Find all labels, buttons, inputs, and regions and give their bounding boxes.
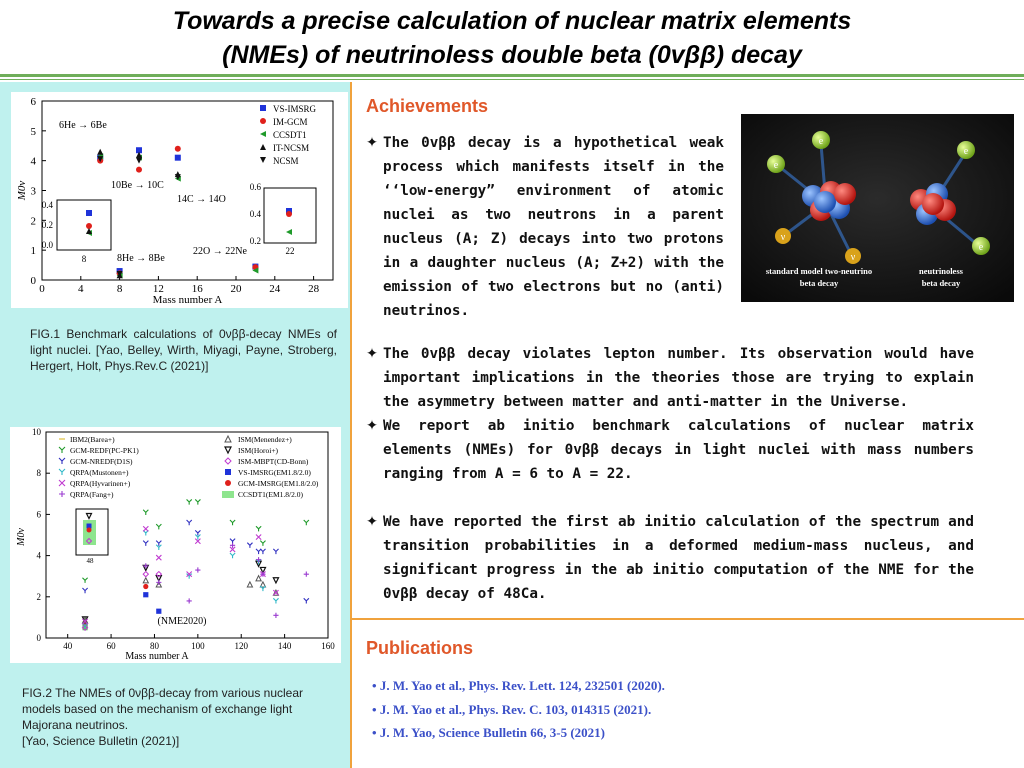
legend-marker <box>225 469 231 475</box>
data-point-gcm-imsrg-em1-8-2-0- <box>143 584 148 589</box>
legend-label: VS-IMSRG(EM1.8/2.0) <box>238 468 311 477</box>
legend-marker <box>260 118 266 124</box>
data-point-qrpa-mustonen- <box>273 598 278 603</box>
achievement-bullet-2 <box>366 342 974 414</box>
legend-label: ISM(Menendez+) <box>238 435 292 444</box>
achievement-text-2: The 0vββ decay violates lepton number. Its observation would have important implications in the theories those are trying to explain the asymmetry between matter and anti-matter in the Universe. <box>383 346 974 410</box>
legend-label: ISM(Horoi+) <box>238 446 279 455</box>
x-tick-label: 12 <box>152 283 164 295</box>
x-tick-label: 120 <box>234 641 248 651</box>
legend-marker <box>59 469 65 475</box>
inset-left-y-tick: 0.4 <box>41 200 53 210</box>
y-axis-label: M0ν <box>16 528 27 546</box>
legend-marker <box>260 157 266 163</box>
legend-label: QRPA(Fang+) <box>70 490 114 499</box>
y-tick-label: 10 <box>32 427 41 437</box>
data-point-ism-horoi- <box>273 578 278 583</box>
reaction-annotation: 8He → 8Be <box>117 253 165 264</box>
data-point-gcm-nredf-d1s- <box>273 549 278 554</box>
y-tick-label: 6 <box>36 509 41 520</box>
label-neutrinoless: neutrinoless <box>919 266 963 276</box>
inset-left-y-tick: 0.2 <box>41 220 53 230</box>
x-tick-label: 20 <box>230 283 242 295</box>
achievement-text-4: We have reported the first ab initio calculation of the spectrum and transition probabilities in a deformed medium-mass nucleus, and significant progress in the ab initio computation of the NME for the 0vββ decay of 48Ca. <box>383 514 974 602</box>
data-point-qrpa-fang- <box>187 598 192 603</box>
svg-text:e: e <box>818 136 824 147</box>
publication-item[interactable]: • J. M. Yao et al., Phys. Rev. C. 103, 014315 (2021). <box>372 702 652 717</box>
legend-label: QRPA(Mustonen+) <box>70 468 129 477</box>
data-point-gcm-nredf-d1s- <box>82 588 87 593</box>
svg-text:e: e <box>963 146 969 157</box>
data-point-gcm-redf-pc-pk1- <box>304 520 309 525</box>
inset-x-tick: 48 <box>86 557 94 565</box>
legend-marker <box>225 480 231 486</box>
publication-text: J. M. Yao et al., Phys. Rev. C. 103, 014315 (2021). <box>379 702 652 717</box>
figure-1-caption: FIG.1 Benchmark calculations of 0νββ-decay NMEs of light nuclei. [Yao, Belley, Wirth, Miyagi, Payne, Stroberg, Hergert, Holt, Phys.Rev.C (2021)] <box>30 327 337 373</box>
data-point-qrpa-hyvarinen- <box>256 534 261 539</box>
x-tick-label: 140 <box>277 641 292 651</box>
star-bullet-icon: ✦ <box>366 418 378 434</box>
achievement-text-3: We report ab initio benchmark calculations of nuclear matrix elements (NMEs) for 0vββ decays in light nuclei with mass numbers ranging from A = 6 to A = 22. <box>383 418 974 482</box>
data-point-gcm-redf-pc-pk1- <box>230 520 235 525</box>
y-tick-label: 4 <box>30 155 36 168</box>
section-divider <box>352 618 1024 620</box>
data-point-ncsm <box>136 158 142 164</box>
data-point-gcm-redf-pc-pk1- <box>156 524 161 529</box>
star-bullet-icon: ✦ <box>366 135 378 151</box>
legend-marker <box>260 144 266 150</box>
publication-item[interactable]: • J. M. Yao et al., Phys. Rev. Lett. 124, 232501 (2020). <box>372 678 665 693</box>
label-neutrinoless-2: beta decay <box>921 278 961 288</box>
data-point-gcm-redf-pc-pk1- <box>260 541 265 546</box>
inset-right-y-tick: 0.6 <box>249 182 261 192</box>
achievements-heading: Achievements <box>366 96 489 116</box>
achievement-text-1: The 0vββ decay is a hypothetical weak process which manifests itself in the ‘‘low-energy” environment of atomic nuclei as two neutrons in a parent nucleus (A; Z) decays into two protons in a daughter nucleus (A; Z+2) with the emission of two electrons but no (anti) neutrinos. <box>383 135 724 319</box>
legend-label: GCM-REDF(PC-PK1) <box>70 446 139 455</box>
legend-marker <box>59 491 65 497</box>
figure-1-benchmark-chart <box>11 92 348 308</box>
y-tick-label: 2 <box>36 591 41 602</box>
achievement-bullet-4 <box>366 510 974 606</box>
data-point-qrpa-hyvarinen- <box>143 526 148 531</box>
x-tick-label: 0 <box>39 283 45 295</box>
data-point-qrpa-fang- <box>273 613 278 618</box>
x-tick-label: 40 <box>63 641 73 651</box>
label-two-neutrino-2: beta decay <box>799 278 839 288</box>
data-point-gcm-redf-pc-pk1- <box>195 499 200 504</box>
y-tick-label: 8 <box>36 468 41 479</box>
data-point-qrpa-fang- <box>304 572 309 577</box>
legend-label: NCSM <box>273 156 299 166</box>
reaction-annotation: 10Be → 10C <box>111 180 164 191</box>
data-point-gcm-redf-pc-pk1- <box>82 578 87 583</box>
reaction-annotation: 22O → 22Ne <box>193 246 247 257</box>
legend-label: QRPA(Hyvarinen+) <box>70 479 131 488</box>
legend-marker <box>225 447 231 453</box>
legend-marker <box>59 447 65 453</box>
x-tick-label: 16 <box>191 283 203 295</box>
legend-label: VS-IMSRG <box>273 104 317 114</box>
data-point-it-ncsm <box>97 149 103 155</box>
x-tick-label: 24 <box>269 283 281 295</box>
title-line-1: Towards a precise calculation of nuclear matrix elements <box>172 7 852 35</box>
inset-left-y-tick: 0.0 <box>41 240 53 250</box>
y-tick-label: 2 <box>30 215 36 228</box>
data-point-qrpa-hyvarinen- <box>156 555 161 560</box>
data-point-gcm-redf-pc-pk1- <box>143 510 148 515</box>
data-point-gcm-nredf-d1s- <box>304 598 309 603</box>
x-tick-label: 28 <box>308 283 320 295</box>
legend-label: GCM-NREDF(D1S) <box>70 457 133 466</box>
legend-marker <box>59 480 65 486</box>
y-tick-label: 5 <box>30 125 36 138</box>
data-point-vs-imsrg-em1-8-2-0- <box>156 609 161 614</box>
data-point-qrpa-mustonen- <box>230 553 235 558</box>
inset-left-frame <box>57 200 111 250</box>
legend-label: GCM-IMSRG(EM1.8/2.0) <box>238 479 319 488</box>
legend-marker <box>59 458 65 464</box>
inset-right-y-tick: 0.4 <box>249 209 261 219</box>
legend-label: IBM2(Barea+) <box>70 435 115 444</box>
title-divider <box>0 74 1024 77</box>
label-two-neutrino: standard model two-neutrino <box>765 266 873 276</box>
y-tick-label: 1 <box>30 245 36 258</box>
legend-label: ISM-MBPT(CD-Bonn) <box>238 457 309 466</box>
x-tick-label: 4 <box>78 283 84 295</box>
x-axis-label: Mass number A <box>125 651 189 662</box>
star-bullet-icon: ✦ <box>366 346 378 362</box>
column-divider <box>350 82 352 768</box>
y-tick-label: 6 <box>30 96 36 108</box>
data-point-gcm-redf-pc-pk1- <box>187 499 192 504</box>
inset-point <box>87 528 92 533</box>
data-point-qrpa-fang- <box>156 580 161 585</box>
data-point-ism-menendez- <box>143 578 148 583</box>
legend-label: IT-NCSM <box>273 143 310 153</box>
y-tick-label: 3 <box>30 185 36 198</box>
y-axis-label: M0ν <box>16 180 28 201</box>
nme2020-annotation: (NME2020) <box>157 616 207 627</box>
inset-right-point <box>286 211 292 217</box>
data-point-gcm-redf-pc-pk1- <box>256 526 261 531</box>
svg-text:ν: ν <box>850 252 856 263</box>
y-tick-label: 0 <box>30 275 36 287</box>
double-beta-decay-illustration <box>741 114 1014 302</box>
x-tick-label: 160 <box>321 641 335 651</box>
svg-text:e: e <box>773 160 779 171</box>
title-divider-thin <box>0 79 1024 80</box>
inset-left-point <box>86 210 92 216</box>
figure-1-svg <box>11 92 348 308</box>
data-point-ism-mbpt-cd-bonn- <box>143 572 148 577</box>
poster-title <box>0 4 1024 72</box>
data-point-gcm-nredf-d1s- <box>187 520 192 525</box>
x-tick-label: 100 <box>191 641 205 651</box>
data-point-gcm-nredf-d1s- <box>143 541 148 546</box>
legend-marker <box>260 105 266 111</box>
data-point-ism-menendez- <box>247 582 252 587</box>
data-point-im-gcm <box>175 146 181 152</box>
svg-text:e: e <box>978 242 984 253</box>
x-tick-label: 8 <box>116 283 123 295</box>
star-bullet-icon: ✦ <box>366 514 378 530</box>
reaction-annotation: 6He → 6Be <box>59 120 107 131</box>
legend-label: CCSDT1 <box>273 130 307 140</box>
legend-marker <box>225 436 231 442</box>
data-point-gcm-nredf-d1s- <box>260 549 265 554</box>
data-point-vs-imsrg-em1-8-2-0- <box>143 592 148 597</box>
legend-marker <box>225 458 231 464</box>
legend-label: IM-GCM <box>273 117 308 127</box>
x-tick-label: 80 <box>149 641 159 651</box>
svg-text:ν: ν <box>780 232 786 243</box>
data-point-im-gcm <box>136 167 142 173</box>
legend-marker <box>222 491 234 498</box>
achievement-bullet-3 <box>366 414 974 486</box>
figure-2-caption <box>22 685 328 749</box>
y-tick-label: 0 <box>36 633 41 643</box>
data-point-gcm-nredf-d1s- <box>247 543 252 548</box>
publication-text: J. M. Yao et al., Phys. Rev. Lett. 124, 232501 (2020). <box>379 678 665 693</box>
publications-heading: Publications <box>366 638 474 658</box>
y-tick-label: 4 <box>36 550 41 561</box>
figure-2-caption-text: FIG.2 The NMEs of 0νββ-decay from various nuclear models based on the mechanism of exchange light Majorana neutrinos. <box>22 686 304 732</box>
x-axis-label: Mass number A <box>152 294 223 306</box>
publication-item[interactable]: • J. M. Yao, Science Bulletin 66, 3-5 (2021) <box>372 725 606 740</box>
x-tick-label: 60 <box>106 641 116 651</box>
legend-marker <box>260 131 266 137</box>
achievement-bullet-1 <box>366 131 724 323</box>
figure-2-svg <box>10 427 341 663</box>
figure-2-nme-comparison-chart <box>10 427 341 663</box>
inset-right-x-tick: 22 <box>285 246 295 256</box>
publication-text: J. M. Yao, Science Bulletin 66, 3-5 (2021) <box>379 725 606 740</box>
inset-right-y-tick: 0.2 <box>249 236 261 246</box>
reaction-annotation: 14C → 14O <box>177 194 226 205</box>
data-point-vs-imsrg <box>175 155 181 161</box>
figure-2-caption-ref: [Yao, Science Bulletin (2021)] <box>22 734 180 748</box>
decay-illustration-svg <box>741 114 1014 302</box>
inset-left-x-tick: 8 <box>81 254 87 264</box>
legend-label: CCSDT1(EM1.8/2.0) <box>238 490 304 499</box>
data-point-qrpa-fang- <box>195 567 200 572</box>
title-line-2: (NMEs) of neutrinoless double beta (0vββ) decay <box>222 41 802 69</box>
